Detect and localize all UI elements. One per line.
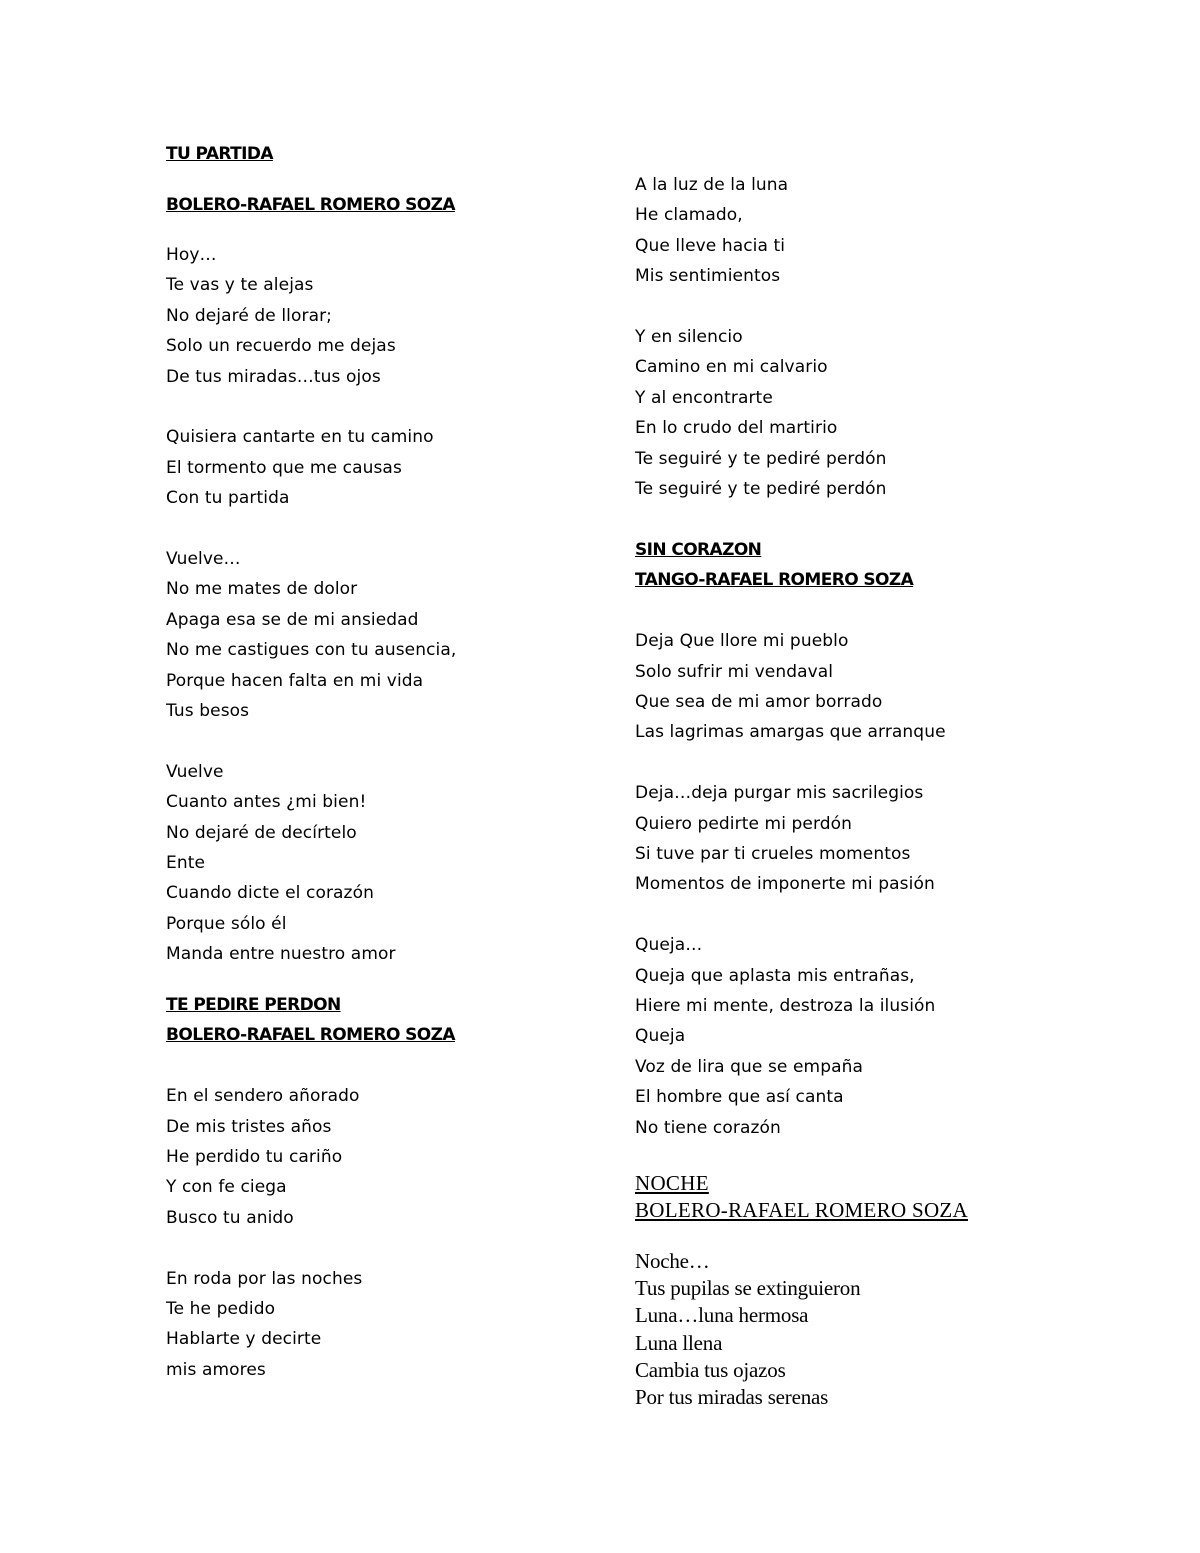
lyric-line: Que lleve hacia ti xyxy=(635,235,786,256)
lyric-line: Vuelve xyxy=(166,761,224,782)
lyric-line: Luna llena xyxy=(635,1330,723,1355)
lyric-line: Te he pedido xyxy=(166,1298,276,1319)
right-column-serif-section xyxy=(635,1170,1095,1411)
lyric-line: Queja que aplasta mis entrañas, xyxy=(635,965,915,986)
lyric-line: En roda por las noches xyxy=(166,1268,363,1289)
lyric-line: El tormento que me causas xyxy=(166,457,402,478)
song-title: TU PARTIDA xyxy=(166,144,273,164)
lyric-line: Y en silencio xyxy=(635,327,743,348)
lyric-line: Cuando dicte el corazón xyxy=(166,883,374,904)
lyric-line: Te seguiré y te pediré perdón xyxy=(635,448,887,469)
song-subtitle: BOLERO-RAFAEL ROMERO SOZA xyxy=(166,1025,455,1046)
lyric-line: Y al encontrarte xyxy=(635,387,773,408)
song-title: TE PEDIRE PERDON xyxy=(166,994,341,1015)
lyric-line: No dejaré de llorar; xyxy=(166,305,333,326)
lyric-line: Las lagrimas amargas que arranque xyxy=(635,722,946,743)
lyric-line: No me castigues con tu ausencia, xyxy=(166,640,457,661)
lyric-line: Hiere mi mente, destroza la ilusión xyxy=(635,996,936,1017)
lyric-line: Solo un recuerdo me dejas xyxy=(166,336,396,357)
lyric-line: Con tu partida xyxy=(166,488,290,509)
lyric-line: Si tuve par ti crueles momentos xyxy=(635,844,911,865)
lyric-line: Vuelve… xyxy=(166,549,241,570)
lyric-line: Porque sólo él xyxy=(166,913,287,934)
lyric-line: Queja… xyxy=(635,935,703,956)
lyric-line: Te vas y te alejas xyxy=(166,275,314,296)
lyric-line: Hoy… xyxy=(166,245,217,265)
lyric-line: Hablarte y decirte xyxy=(166,1329,322,1350)
lyric-line: Te seguiré y te pediré perdón xyxy=(635,479,887,500)
lyric-line: Cambia tus ojazos xyxy=(635,1357,786,1382)
lyric-line: mis amores xyxy=(166,1359,266,1380)
lyric-line: Busco tu anido xyxy=(166,1207,294,1228)
lyric-line: Tus pupilas se extinguieron xyxy=(635,1276,861,1301)
lyric-line: No tiene corazón xyxy=(635,1117,781,1138)
right-column xyxy=(635,170,1095,1143)
song-title: SIN CORAZON xyxy=(635,539,762,560)
lyric-line: Que sea de mi amor borrado xyxy=(635,692,883,713)
lyric-line: Tus besos xyxy=(166,701,250,722)
lyric-line: En el sendero añorado xyxy=(166,1086,360,1107)
lyric-line: Solo sufrir mi vendaval xyxy=(635,661,834,682)
lyric-line: Quiero pedirte mi perdón xyxy=(635,813,853,834)
lyric-line: Deja Que llore mi pueblo xyxy=(635,631,849,652)
lyric-line: Mis sentimientos xyxy=(635,266,781,287)
lyric-line: Por tus miradas serenas xyxy=(635,1385,829,1410)
lyric-line: No me mates de dolor xyxy=(166,579,358,600)
lyric-line: Ente xyxy=(166,853,206,874)
lyric-line: Queja xyxy=(635,1026,686,1047)
lyric-line: Voz de lira que se empaña xyxy=(635,1056,864,1077)
lyric-line: Deja…deja purgar mis sacrilegios xyxy=(635,783,924,804)
song-title: NOCHE xyxy=(635,1171,709,1195)
lyric-line: Camino en mi calvario xyxy=(635,357,828,378)
lyric-line: He clamado, xyxy=(635,205,743,226)
lyric-line: De tus miradas…tus ojos xyxy=(166,366,381,387)
lyric-line: Momentos de imponerte mi pasión xyxy=(635,874,935,895)
lyric-line: Y con fe ciega xyxy=(166,1177,287,1198)
lyric-line: Luna…luna hermosa xyxy=(635,1303,809,1328)
lyric-line: De mis tristes años xyxy=(166,1116,332,1137)
lyric-line: Cuanto antes ¿mi bien! xyxy=(166,792,367,813)
lyric-line: No dejaré de decírtelo xyxy=(166,822,357,843)
lyric-line: En lo crudo del martirio xyxy=(635,418,838,439)
lyric-line: Porque hacen falta en mi vida xyxy=(166,670,424,691)
lyric-line: Noche… xyxy=(635,1249,710,1273)
lyric-line: Apaga esa se de mi ansiedad xyxy=(166,609,419,630)
lyric-line: He perdido tu cariño xyxy=(166,1146,343,1167)
song-subtitle: BOLERO-RAFAEL ROMERO SOZA xyxy=(166,194,455,215)
lyric-line: Quisiera cantarte en tu camino xyxy=(166,427,434,448)
lyric-line: A la luz de la luna xyxy=(635,175,789,195)
left-column xyxy=(166,139,586,1385)
song-subtitle: BOLERO-RAFAEL ROMERO SOZA xyxy=(635,1198,969,1222)
song-subtitle: TANGO-RAFAEL ROMERO SOZA xyxy=(635,570,914,591)
lyric-line: El hombre que así canta xyxy=(635,1087,844,1108)
lyric-line: Manda entre nuestro amor xyxy=(166,944,396,965)
